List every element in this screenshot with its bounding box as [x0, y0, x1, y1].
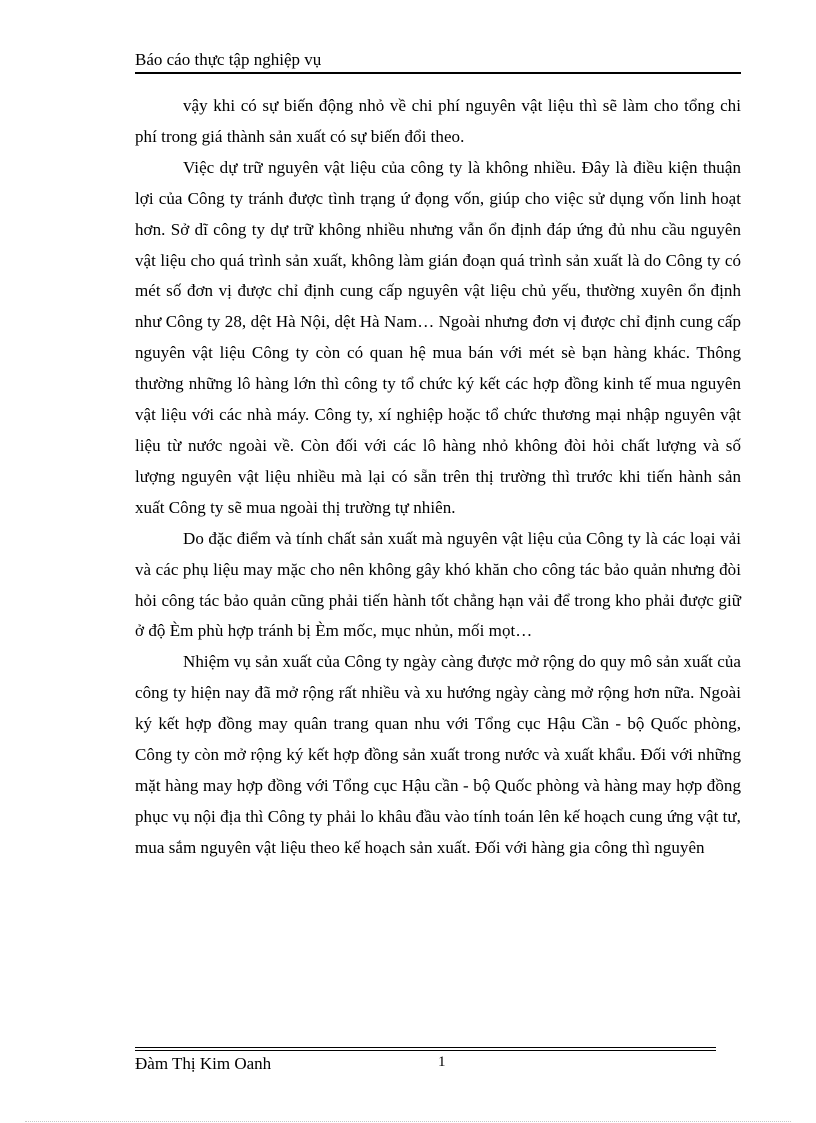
page-number: 1: [438, 1054, 446, 1070]
paragraph-2: Việc dự trữ nguyên vật liệu của công ty là không nhiều. Đây là điều kiện thuận lợi của Công ty tránh được tình trạng ứ đọng vốn, giúp cho việc sử dụng vốn linh hoạt hơn. Sở dĩ công ty dự trữ không nhiều nhưng vẫn ổn định đáp ứng đủ nhu cầu nguyên vật liệu cho quá trình sản xuất, không làm gián đoạn quá trình sản xuất là do Công ty có mét số đơn vị được chỉ định cung cấp nguyên vật liệu chủ yếu, thường xuyên ổn định như Công ty 28, dệt Hà Nội, dệt Hà Nam… Ngoài nhưng đơn vị được chỉ định cung cấp nguyên vật liệu Công ty còn có quan hệ mua bán với mét sè bạn hàng khác. Thông thường những lô hàng lớn thì công ty tổ chức ký kết các hợp đồng kinh tế mua nguyên vật liệu với các nhà máy. Công ty, xí nghiệp hoặc tổ chức thương mại nhập nguyên vật liệu từ nước ngoài về. Còn đối với các lô hàng nhỏ không đòi hỏi chất lượng và số lượng nguyên vật liệu nhiều mà lại có sẵn trên thị trường thì trước khi tiến hành sản xuất Công ty sẽ mua ngoài thị trường tự nhiên.: [135, 157, 741, 517]
header-title: Báo cáo thực tập nghiệp vụ: [135, 50, 322, 69]
page-header: [135, 50, 741, 74]
footer-rule-bottom: [135, 1050, 716, 1051]
body-text: [135, 91, 741, 864]
paragraph-3: Do đặc điểm và tính chất sản xuất mà nguyên vật liệu của Công ty là các loại vải và các phụ liệu may mặc cho nên không gây khó khăn cho công tác bảo quản nhưng đòi hỏi công tác bảo quản cũng phải tiến hành tốt chẳng hạn vải để trong kho phải được giữ ở độ Èm phù hợp tránh bị Èm mốc, mục nhủn, mối mọt…: [135, 528, 741, 641]
footer-author: Đàm Thị Kim Oanh: [135, 1054, 272, 1073]
page-bottom-border: [25, 1121, 791, 1122]
paragraph-4: Nhiệm vụ sản xuất của Công ty ngày càng được mở rộng do quy mô sản xuất của công ty hiện nay đã mở rộng rất nhiều và xu hướng ngày càng mở rộng hơn nữa. Ngoài ký kết hợp đồng may quân trang quan nhu với Tổng cục Hậu Cần - bộ Quốc phòng, Công ty còn mở rộng ký kết hợp đồng sản xuất trong nước và xuất khẩu. Đối với những mặt hàng may hợp đồng với Tổng cục Hậu cần - bộ Quốc phòng và hàng may hợp đồng phục vụ nội địa thì Công ty phải lo khâu đầu vào tính toán lên kế hoạch cung ứng vật tư, mua sắm nguyên vật liệu theo kế hoạch sản xuất. Đối với hàng gia công thì nguyên: [135, 652, 741, 857]
footer-rule-top: [135, 1047, 716, 1048]
paragraph-1: vậy khi có sự biến động nhỏ về chi phí nguyên vật liệu thì sẽ làm cho tổng chi phí trong giá thành sản xuất có sự biến đổi theo.: [135, 96, 741, 146]
